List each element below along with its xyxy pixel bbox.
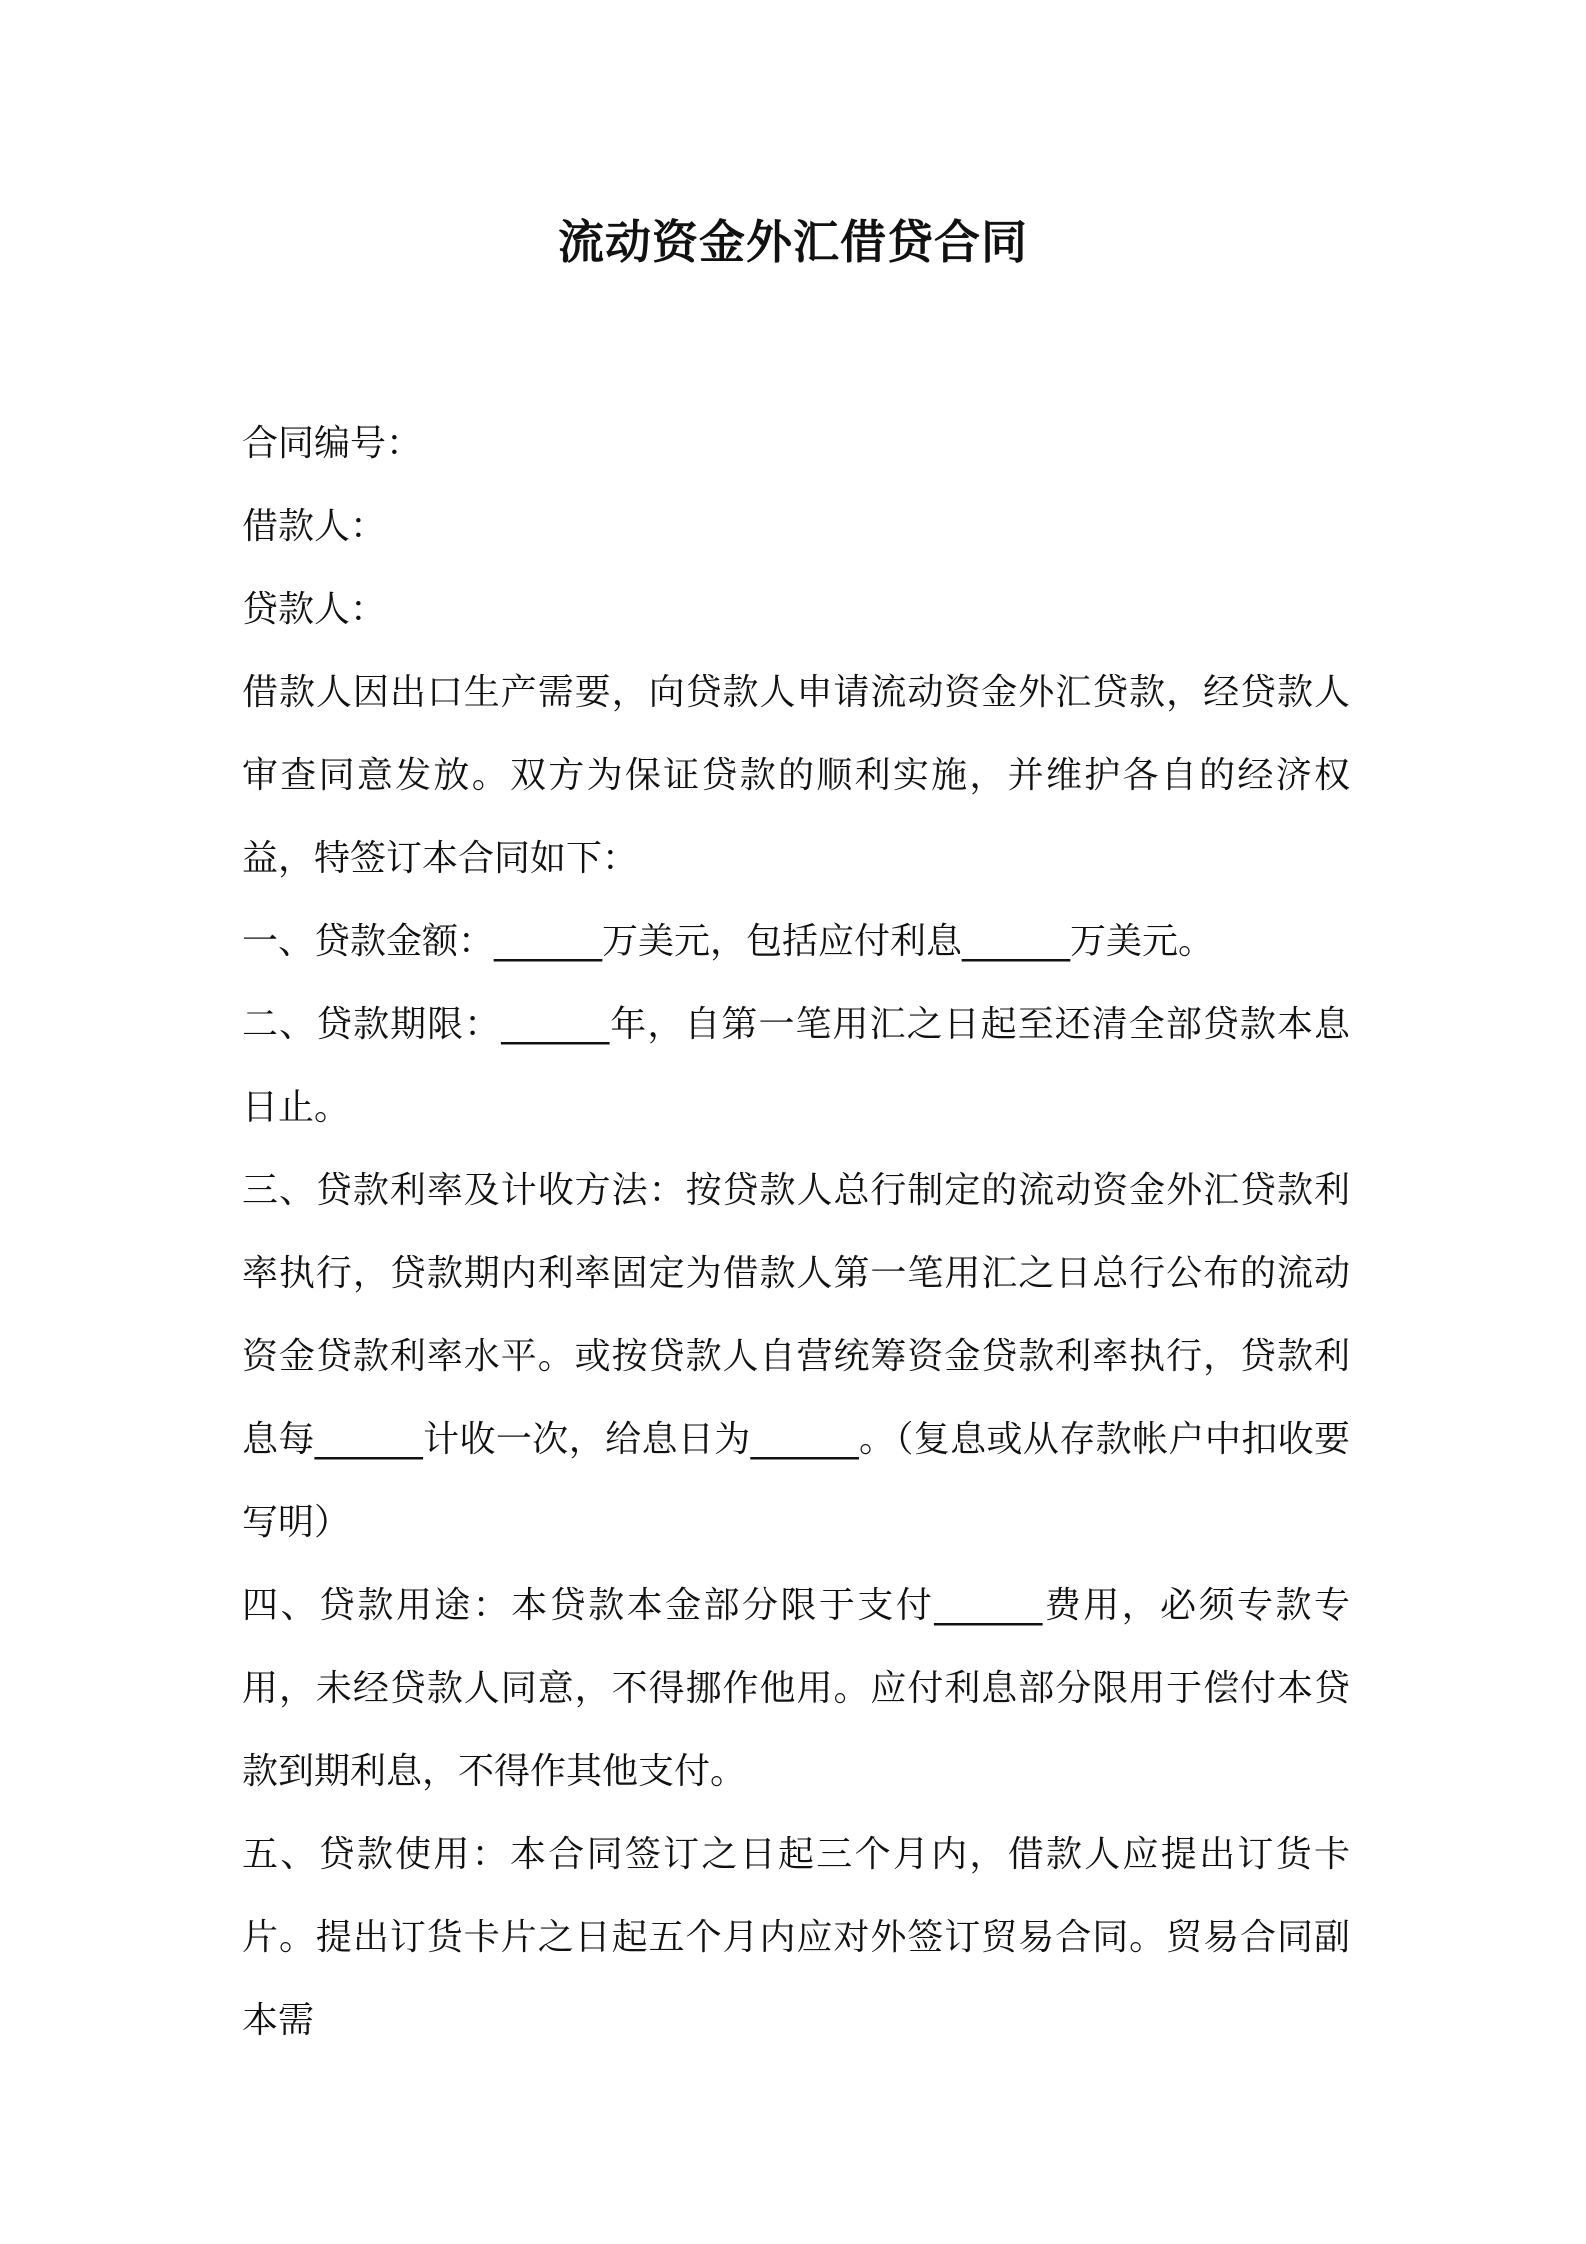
document-title: 流动资金外汇借贷合同 [558, 215, 1028, 269]
contract-number-line: 合同编号： [242, 423, 423, 464]
clause-1-loan-amount: 一、贷款金额：______万美元，包括应付利息______万美元。 [242, 921, 1215, 962]
clause-3-interest-rate: 三、贷款利率及计收方法：按贷款人总行制定的流动资金外汇贷款利率执行，贷款期内利率固定为借款人第一笔用汇之日总行公布的流动资金贷款利率水平。或按贷款人自营统筹资金贷款利率执行，贷款利息每______计收一次，给息日为______。（复息或从存款帐户中扣收要写明） [242, 1170, 1350, 1543]
lender-line: 贷款人： [242, 589, 387, 630]
preamble-paragraph: 借款人因出口生产需要，向贷款人申请流动资金外汇贷款，经贷款人审查同意发放。双方为保证贷款的顺利实施，并维护各自的经济权益，特签订本合同如下： [242, 672, 1350, 879]
document-body [242, 402, 1350, 2062]
clause-4-loan-purpose: 四、贷款用途：本贷款本金部分限于支付______费用，必须专款专用，未经贷款人同意，不得挪作他用。应付利息部分限用于偿付本贷款到期利息，不得作其他支付。 [242, 1585, 1350, 1792]
clause-2-loan-term: 二、贷款期限：______年，自第一笔用汇之日起至还清全部贷款本息日止。 [242, 1004, 1350, 1128]
borrower-line: 借款人： [242, 506, 387, 547]
clause-5-loan-use: 五、贷款使用：本合同签订之日起三个月内，借款人应提出订货卡片。提出订货卡片之日起五个月内应对外签订贸易合同。贸易合同副本需 [242, 1834, 1350, 2041]
